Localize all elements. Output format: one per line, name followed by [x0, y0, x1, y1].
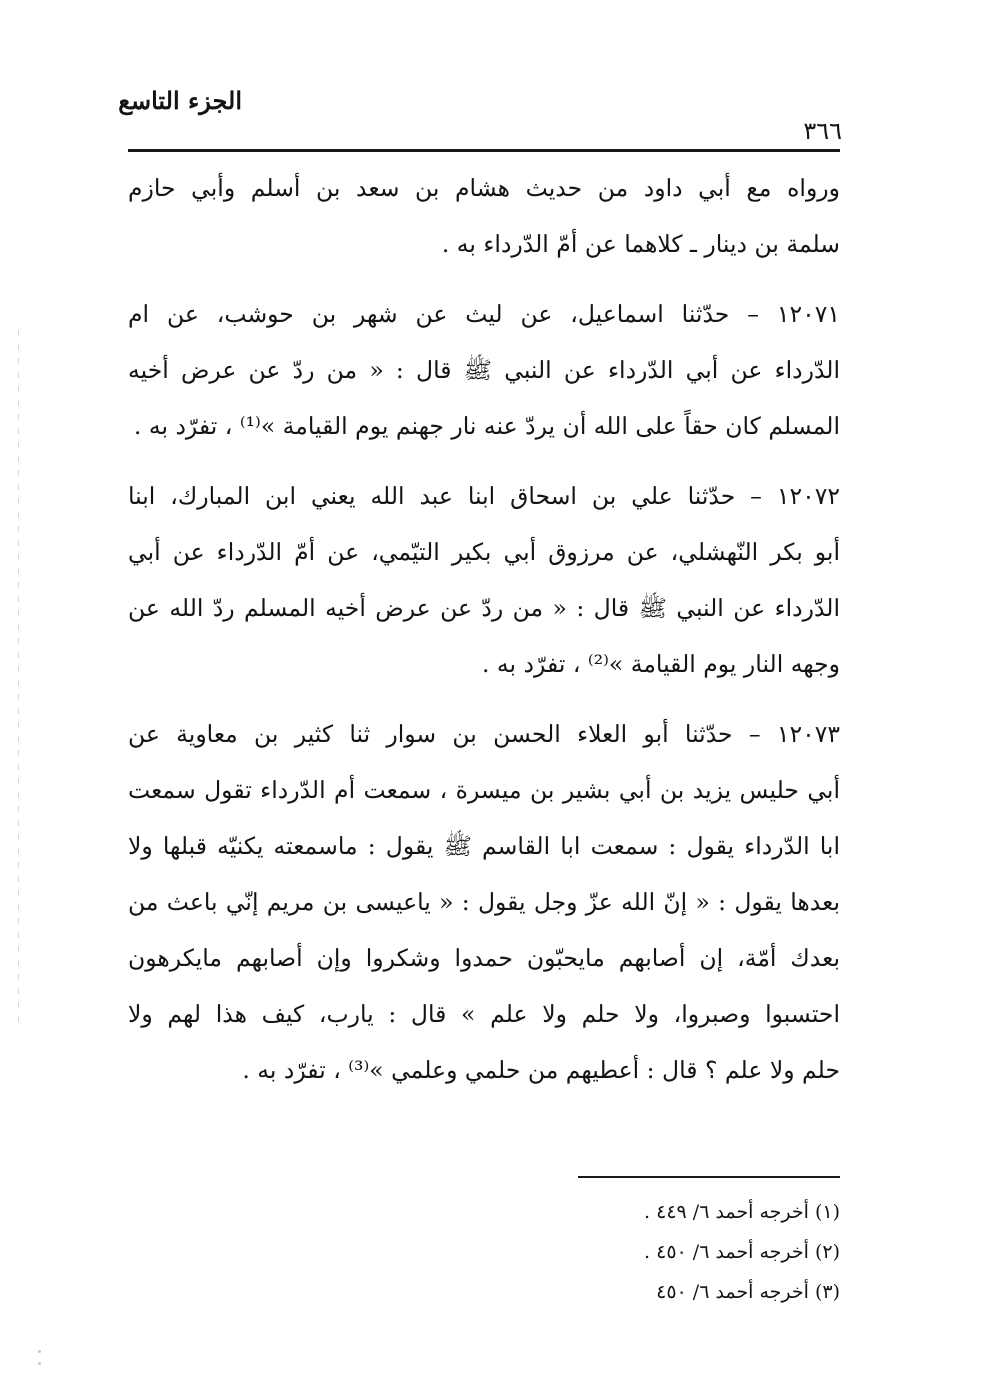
text-line: سلمة بن دينار ـ كلاهما عن أمّ الدّرداء به . — [441, 230, 840, 258]
hadith-12073 — [128, 706, 840, 1098]
hadith-12071 — [128, 286, 840, 454]
text-line: حلم ولا علم ؟ قال : أعطيهم من حلمي وعلمي »⁽³⁾ ، تفرّد به . — [242, 1056, 840, 1084]
text-line: ابا الدّرداء يقول : سمعت ابا القاسم ﷺ يقول : ماسمعته يكنيّه قبلها ولا — [128, 832, 840, 860]
text-line: أبو بكر النّهشلي، عن مرزوق أبي بكير التيّمي، عن أمّ الدّرداء عن أبي — [128, 538, 840, 566]
hadith-12072 — [128, 468, 840, 692]
paragraph-continuation — [128, 160, 840, 272]
text-line: ورواه مع أبي داود من حديث هشام بن سعد بن أسلم وأبي حازم — [128, 174, 840, 202]
scan-dust-mark — [38, 1362, 41, 1365]
running-title: الجزء التاسع — [118, 86, 242, 115]
text-line: أبي حليس يزيد بن أبي بشير بن ميسرة ، سمعت أم الدّرداء تقول سمعت — [128, 776, 840, 804]
header-rule — [128, 149, 840, 152]
footnotes — [560, 1192, 840, 1312]
text-line: بعدها يقول : « إنّ الله عزّ وجل يقول : « ياعيسى بن مريم إنّي باعث من — [128, 888, 840, 916]
text-line: ١٢٠٧٢ – حدّثنا علي بن اسحاق ابنا عبد الله يعني ابن المبارك، ابنا — [128, 482, 840, 510]
footnote-1: (١) أخرجه أحمد ٦/ ٤٤٩ . — [644, 1201, 840, 1223]
footnote-3: (٣) أخرجه أحمد ٦/ ٤٥٠ — [656, 1281, 840, 1303]
text-line: وجهه النار يوم القيامة »⁽²⁾ ، تفرّد به . — [481, 650, 840, 678]
text-line: بعدك أمّة، إن أصابهم مايحبّون حمدوا وشكروا وإن أصابهم مايكرهون — [128, 944, 840, 972]
scan-margin-artifact — [18, 330, 19, 1030]
text-line: المسلم كان حقاً على الله أن يردّ عنه نار جهنم يوم القيامة »⁽¹⁾ ، تفرّد به . — [133, 412, 840, 440]
body-text — [128, 160, 840, 1112]
text-line: الدّرداء عن النبي ﷺ قال : « من ردّ عن عرض أخيه المسلم ردّ الله عن — [128, 594, 840, 622]
text-line: الدّرداء عن أبي الدّرداء عن النبي ﷺ قال : « من ردّ عن عرض أخيه — [128, 356, 840, 384]
text-line: ١٢٠٧١ – حدّثنا اسماعيل، عن ليث عن شهر بن حوشب، عن ام — [128, 300, 840, 328]
scan-dust-mark — [38, 1350, 41, 1353]
footnote-rule — [578, 1176, 840, 1178]
text-line: ١٢٠٧٣ – حدّثنا أبو العلاء الحسن بن سوار ثنا كثير بن معاوية عن — [128, 720, 840, 748]
text-line: احتسبوا وصبروا، ولا حلم ولا علم » قال : يارب، كيف هذا لهم ولا — [128, 1000, 840, 1028]
page-number: ٣٦٦ — [803, 117, 842, 145]
footnote-2: (٢) أخرجه أحمد ٦/ ٤٥٠ . — [644, 1241, 840, 1263]
